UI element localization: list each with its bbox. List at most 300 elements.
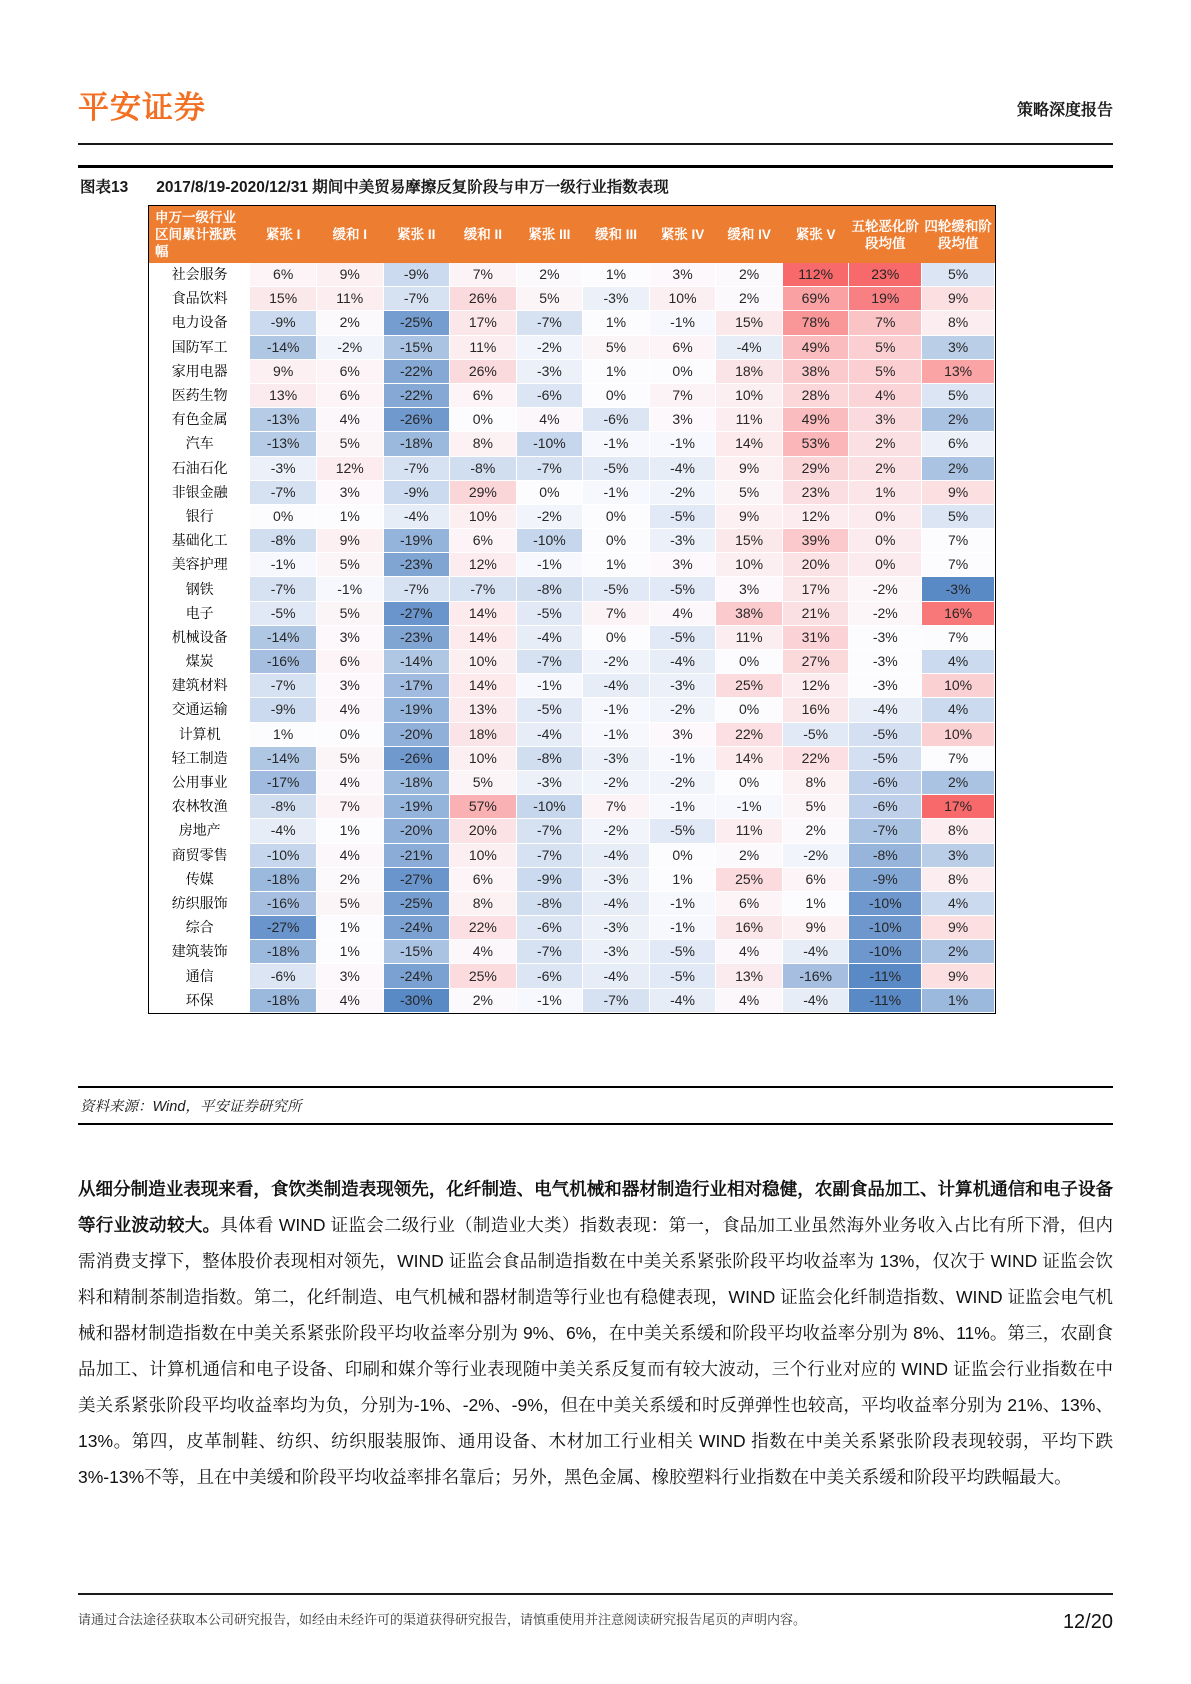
- column-header: 紧张 II: [383, 207, 450, 263]
- column-header: 五轮恶化阶段均值: [849, 207, 922, 263]
- heatmap-cell: -2%: [583, 819, 650, 843]
- heatmap-cell: 8%: [450, 891, 517, 915]
- heatmap-cell: 7%: [922, 553, 995, 577]
- heatmap-cell: 10%: [450, 504, 517, 528]
- heatmap-cell: -1%: [716, 795, 783, 819]
- row-label-industry: 有色金属: [150, 408, 250, 432]
- heatmap-cell: -4%: [583, 674, 650, 698]
- heatmap-cell: 12%: [782, 674, 849, 698]
- table-row: [150, 529, 995, 553]
- heatmap-cell: 9%: [922, 916, 995, 940]
- heatmap-cell: 10%: [649, 287, 716, 311]
- row-label-industry: 计算机: [150, 722, 250, 746]
- heatmap-cell: -8%: [516, 746, 583, 770]
- heatmap-cell: 10%: [922, 722, 995, 746]
- heatmap-cell: 5%: [583, 335, 650, 359]
- heatmap-cell: -5%: [516, 601, 583, 625]
- heatmap-cell: -4%: [649, 650, 716, 674]
- heatmap-cell: -2%: [583, 650, 650, 674]
- heatmap-cell: -7%: [516, 650, 583, 674]
- heatmap-cell: 10%: [716, 383, 783, 407]
- heatmap-cell: 9%: [716, 456, 783, 480]
- paragraph-body: 具体看 WIND 证监会二级行业（制造业大类）指数表现：第一，食品加工业虽然海外业务收入占比有所下滑，但内需消费支撑下，整体股价表现相对领先，WIND 证监会食品制造指数在中美关系紧张阶段平均收益率为 13%，仅次于 WIND 证监会饮料和精制茶制造指数。第二，化纤制造、电气机械和器材制造等行业也有稳健表现，WIND 证监会化纤制造指数、WIND 证监会电气机械和器材制造指数在中美关系紧张阶段平均收益率分别为 9%、6%，在中美关系缓和阶段平均收益率分别为 8%、11%。第三，农副食品加工、计算机通信和电子设备、印刷和媒介等行业表现随中美关系反复而有较大波动，三个行业对应的 WIND 证监会行业指数在中美关系紧张阶段平均收益率均为负，分别为-1%、-2%、-9%，但在中美关系缓和时反弹弹性也较高，平均收益率分别为 21%、13%、13%。第四，皮革制鞋、纺织、纺织服装服饰、通用设备、木材加工行业相关 WIND 指数在中美关系紧张阶段表现较弱，平均下跌 3%-13%不等，且在中美缓和阶段平均收益率排名靠后；另外，黑色金属、橡胶塑料行业指数在中美关系缓和阶段平均跌幅最大。: [78, 1214, 1113, 1487]
- heatmap-cell: 112%: [782, 263, 849, 287]
- heatmap-cell: 16%: [922, 601, 995, 625]
- heatmap-cell: -27%: [383, 601, 450, 625]
- heatmap-cell: 3%: [316, 625, 383, 649]
- heatmap-cell: 4%: [450, 940, 517, 964]
- heatmap-cell: -7%: [250, 480, 317, 504]
- table-row: [150, 674, 995, 698]
- heatmap-cell: -1%: [516, 988, 583, 1012]
- heatmap-cell: -14%: [250, 625, 317, 649]
- heatmap-cell: -10%: [849, 940, 922, 964]
- heatmap-cell: 3%: [716, 577, 783, 601]
- table-row: [150, 916, 995, 940]
- heatmap-cell: 11%: [716, 408, 783, 432]
- heatmap-cell: -2%: [649, 480, 716, 504]
- heatmap-cell: 2%: [922, 408, 995, 432]
- heatmap-cell: -4%: [782, 940, 849, 964]
- report-type-label: 策略深度报告: [1016, 102, 1113, 119]
- heatmap-cell: 4%: [716, 940, 783, 964]
- heatmap-cell: -26%: [383, 408, 450, 432]
- heatmap-cell: 13%: [922, 359, 995, 383]
- heatmap-cell: -7%: [383, 577, 450, 601]
- heatmap-cell: -6%: [250, 964, 317, 988]
- heatmap-cell: -4%: [583, 843, 650, 867]
- heatmap-cell: 6%: [922, 432, 995, 456]
- heatmap-cell: -8%: [516, 891, 583, 915]
- industry-heatmap-table: [149, 206, 995, 1013]
- heatmap-cell: 1%: [250, 722, 317, 746]
- heatmap-cell: 8%: [922, 819, 995, 843]
- row-label-industry: 石油石化: [150, 456, 250, 480]
- heatmap-cell: -18%: [250, 940, 317, 964]
- heatmap-cell: -8%: [849, 843, 922, 867]
- heatmap-cell: -17%: [383, 674, 450, 698]
- heatmap-cell: 2%: [316, 867, 383, 891]
- heatmap-cell: -4%: [583, 964, 650, 988]
- heatmap-cell: -7%: [849, 819, 922, 843]
- heatmap-cell: 5%: [716, 480, 783, 504]
- heatmap-cell: -7%: [516, 819, 583, 843]
- heatmap-cell: 5%: [516, 287, 583, 311]
- heatmap-cell: -4%: [583, 891, 650, 915]
- row-label-industry: 环保: [150, 988, 250, 1012]
- heatmap-cell: 4%: [922, 650, 995, 674]
- heatmap-cell: -20%: [383, 722, 450, 746]
- heatmap-cell: 12%: [782, 504, 849, 528]
- heatmap-cell: 5%: [849, 335, 922, 359]
- page-content: [78, 0, 1113, 1495]
- heatmap-cell: 8%: [922, 867, 995, 891]
- heatmap-cell: 7%: [922, 529, 995, 553]
- heatmap-cell: -7%: [450, 577, 517, 601]
- heatmap-cell: 49%: [782, 335, 849, 359]
- row-label-industry: 国防军工: [150, 335, 250, 359]
- heatmap-cell: -5%: [782, 722, 849, 746]
- heatmap-cell: -2%: [782, 843, 849, 867]
- heatmap-cell: -16%: [782, 964, 849, 988]
- heatmap-cell: 18%: [716, 359, 783, 383]
- heatmap-cell: 38%: [782, 359, 849, 383]
- row-label-industry: 美容护理: [150, 553, 250, 577]
- heatmap-cell: -10%: [516, 529, 583, 553]
- row-label-industry: 汽车: [150, 432, 250, 456]
- heatmap-cell: 13%: [716, 964, 783, 988]
- heatmap-cell: 27%: [782, 650, 849, 674]
- heatmap-cell: 1%: [782, 891, 849, 915]
- heatmap-cell: 1%: [583, 359, 650, 383]
- heatmap-cell: -5%: [516, 698, 583, 722]
- heatmap-cell: 12%: [450, 553, 517, 577]
- row-label-industry: 煤炭: [150, 650, 250, 674]
- heatmap-cell: -2%: [316, 335, 383, 359]
- heatmap-cell: -2%: [516, 335, 583, 359]
- heatmap-cell: 2%: [716, 287, 783, 311]
- heatmap-cell: -19%: [383, 698, 450, 722]
- heatmap-cell: 9%: [782, 916, 849, 940]
- heatmap-cell: 14%: [716, 432, 783, 456]
- heatmap-cell: 18%: [450, 722, 517, 746]
- heatmap-cell: 0%: [250, 504, 317, 528]
- heatmap-cell: -4%: [516, 625, 583, 649]
- row-label-industry: 商贸零售: [150, 843, 250, 867]
- heatmap-cell: -18%: [250, 867, 317, 891]
- heatmap-cell: 4%: [316, 770, 383, 794]
- heatmap-cell: -25%: [383, 891, 450, 915]
- heatmap-cell: 9%: [316, 529, 383, 553]
- heatmap-cell: -3%: [649, 529, 716, 553]
- page-footer: [78, 1593, 1113, 1634]
- row-label-industry: 通信: [150, 964, 250, 988]
- heatmap-cell: 11%: [450, 335, 517, 359]
- heatmap-cell: -9%: [383, 480, 450, 504]
- heatmap-cell: 9%: [316, 263, 383, 287]
- heatmap-cell: 20%: [450, 819, 517, 843]
- heatmap-cell: 10%: [922, 674, 995, 698]
- heatmap-cell: 7%: [316, 795, 383, 819]
- heatmap-cell: -15%: [383, 335, 450, 359]
- analysis-paragraph: [78, 1171, 1113, 1495]
- row-label-industry: 非银金融: [150, 480, 250, 504]
- row-label-industry: 银行: [150, 504, 250, 528]
- heatmap-cell: -5%: [583, 577, 650, 601]
- heatmap-cell: 78%: [782, 311, 849, 335]
- heatmap-cell: 3%: [316, 674, 383, 698]
- heatmap-cell: 25%: [716, 867, 783, 891]
- row-label-industry: 电力设备: [150, 311, 250, 335]
- heatmap-cell: 17%: [922, 795, 995, 819]
- heatmap-cell: -3%: [583, 287, 650, 311]
- heatmap-cell: 1%: [316, 916, 383, 940]
- heatmap-cell: 6%: [450, 867, 517, 891]
- column-header: 缓和 I: [316, 207, 383, 263]
- heatmap-cell: 16%: [716, 916, 783, 940]
- heatmap-cell: 0%: [649, 843, 716, 867]
- table-row: [150, 335, 995, 359]
- heatmap-cell: 0%: [583, 529, 650, 553]
- heatmap-cell: -18%: [383, 770, 450, 794]
- heatmap-cell: -1%: [649, 795, 716, 819]
- heatmap-cell: 22%: [450, 916, 517, 940]
- heatmap-cell: -1%: [583, 722, 650, 746]
- heatmap-cell: 15%: [716, 529, 783, 553]
- heatmap-cell: -16%: [250, 650, 317, 674]
- heatmap-cell: 3%: [649, 263, 716, 287]
- heatmap-cell: -6%: [516, 964, 583, 988]
- heatmap-cell: 6%: [450, 383, 517, 407]
- heatmap-cell: -30%: [383, 988, 450, 1012]
- heatmap-cell: 1%: [583, 311, 650, 335]
- table-row: [150, 359, 995, 383]
- heatmap-cell: -10%: [250, 843, 317, 867]
- heatmap-cell: 4%: [316, 408, 383, 432]
- table-row: [150, 553, 995, 577]
- heatmap-cell: -8%: [516, 577, 583, 601]
- heatmap-cell: -1%: [649, 432, 716, 456]
- heatmap-cell: -22%: [383, 383, 450, 407]
- data-source-note: 资料来源：Wind，平安证券研究所: [78, 1086, 1113, 1125]
- heatmap-cell: 10%: [450, 650, 517, 674]
- heatmap-cell: 2%: [849, 432, 922, 456]
- heatmap-cell: 8%: [450, 432, 517, 456]
- heatmap-cell: 2%: [922, 770, 995, 794]
- heatmap-cell: -25%: [383, 311, 450, 335]
- table-row: [150, 311, 995, 335]
- heatmap-cell: 2%: [516, 263, 583, 287]
- heatmap-cell: -4%: [250, 819, 317, 843]
- heatmap-cell: -10%: [516, 432, 583, 456]
- heatmap-cell: -10%: [849, 891, 922, 915]
- heatmap-cell: 2%: [922, 456, 995, 480]
- heatmap-cell: -1%: [649, 311, 716, 335]
- heatmap-cell: -5%: [583, 456, 650, 480]
- page-number: 12/20: [1062, 1611, 1113, 1633]
- heatmap-cell: -18%: [383, 432, 450, 456]
- heatmap-cell: -7%: [516, 311, 583, 335]
- heatmap-cell: 29%: [450, 480, 517, 504]
- heatmap-cell: 6%: [250, 263, 317, 287]
- heatmap-cell: -14%: [250, 335, 317, 359]
- heatmap-cell: 11%: [716, 625, 783, 649]
- table-row: [150, 819, 995, 843]
- heatmap-cell: -4%: [383, 504, 450, 528]
- heatmap-cell: 6%: [716, 891, 783, 915]
- table-row: [150, 650, 995, 674]
- heatmap-cell: 7%: [922, 625, 995, 649]
- heatmap-cell: 2%: [450, 988, 517, 1012]
- heatmap-cell: 0%: [849, 529, 922, 553]
- heatmap-cell: -10%: [516, 795, 583, 819]
- heatmap-cell: 3%: [649, 408, 716, 432]
- heatmap-cell: 4%: [316, 988, 383, 1012]
- heatmap-cell: 4%: [316, 698, 383, 722]
- heatmap-cell: -2%: [583, 770, 650, 794]
- heatmap-cell: -1%: [649, 916, 716, 940]
- heatmap-cell: 0%: [649, 359, 716, 383]
- heatmap-cell: -3%: [849, 625, 922, 649]
- heatmap-cell: -4%: [649, 988, 716, 1012]
- column-header: 紧张 V: [782, 207, 849, 263]
- heatmap-cell: -9%: [516, 867, 583, 891]
- table-row: [150, 504, 995, 528]
- heatmap-cell: 1%: [849, 480, 922, 504]
- row-label-industry: 房地产: [150, 819, 250, 843]
- heatmap-cell: -3%: [849, 674, 922, 698]
- heatmap-cell: 22%: [782, 746, 849, 770]
- heatmap-cell: -15%: [383, 940, 450, 964]
- row-label-industry: 传媒: [150, 867, 250, 891]
- row-label-industry: 轻工制造: [150, 746, 250, 770]
- heatmap-cell: -9%: [250, 311, 317, 335]
- heatmap-cell: -5%: [649, 625, 716, 649]
- heatmap-cell: 12%: [316, 456, 383, 480]
- heatmap-cell: 0%: [583, 383, 650, 407]
- heatmap-cell: 4%: [716, 988, 783, 1012]
- figure-label: 图表13: [80, 179, 129, 196]
- heatmap-cell: 3%: [649, 553, 716, 577]
- table-row: [150, 456, 995, 480]
- table-row: [150, 843, 995, 867]
- heatmap-cell: 1%: [922, 988, 995, 1012]
- page-header: [78, 0, 1113, 123]
- table-row: [150, 601, 995, 625]
- header-divider: [78, 143, 1113, 145]
- heatmap-cell: 57%: [450, 795, 517, 819]
- heatmap-table-wrapper: [148, 205, 996, 1014]
- heatmap-cell: -8%: [450, 456, 517, 480]
- heatmap-cell: -4%: [849, 698, 922, 722]
- heatmap-cell: -5%: [649, 577, 716, 601]
- heatmap-cell: 5%: [316, 746, 383, 770]
- table-row: [150, 891, 995, 915]
- heatmap-cell: 69%: [782, 287, 849, 311]
- heatmap-cell: -4%: [716, 335, 783, 359]
- heatmap-cell: 17%: [450, 311, 517, 335]
- heatmap-cell: 10%: [450, 843, 517, 867]
- paragraph-lead-bold: 从细分制造业表现来看，食饮类制造表现领先，化纤制造、电气机械和器材制造行业相对稳健，农副食品加工、计算机通信和电子设备等行业波动较大。: [78, 1178, 1113, 1235]
- heatmap-cell: 8%: [922, 311, 995, 335]
- heatmap-cell: -14%: [250, 746, 317, 770]
- row-label-industry: 医药生物: [150, 383, 250, 407]
- heatmap-cell: 17%: [782, 577, 849, 601]
- column-header: 缓和 II: [450, 207, 517, 263]
- heatmap-cell: 9%: [716, 504, 783, 528]
- heatmap-cell: 5%: [316, 891, 383, 915]
- heatmap-cell: 10%: [450, 746, 517, 770]
- heatmap-cell: 5%: [782, 795, 849, 819]
- heatmap-cell: -11%: [849, 964, 922, 988]
- heatmap-cell: 2%: [716, 843, 783, 867]
- heatmap-cell: -2%: [649, 698, 716, 722]
- heatmap-cell: 2%: [782, 819, 849, 843]
- heatmap-cell: 3%: [849, 408, 922, 432]
- heatmap-cell: 5%: [849, 359, 922, 383]
- heatmap-cell: 8%: [782, 770, 849, 794]
- heatmap-cell: 2%: [716, 263, 783, 287]
- heatmap-cell: -2%: [649, 770, 716, 794]
- heatmap-cell: 4%: [922, 891, 995, 915]
- heatmap-cell: 6%: [316, 650, 383, 674]
- row-label-industry: 食品饮料: [150, 287, 250, 311]
- row-label-industry: 机械设备: [150, 625, 250, 649]
- heatmap-cell: 6%: [316, 359, 383, 383]
- table-row: [150, 383, 995, 407]
- heatmap-cell: -2%: [516, 504, 583, 528]
- row-label-industry: 综合: [150, 916, 250, 940]
- heatmap-cell: -6%: [849, 795, 922, 819]
- heatmap-cell: -13%: [250, 408, 317, 432]
- heatmap-cell: -4%: [649, 456, 716, 480]
- heatmap-cell: -26%: [383, 746, 450, 770]
- table-row: [150, 746, 995, 770]
- heatmap-cell: -3%: [516, 770, 583, 794]
- table-row: [150, 287, 995, 311]
- heatmap-cell: -11%: [849, 988, 922, 1012]
- heatmap-cell: -3%: [583, 867, 650, 891]
- heatmap-cell: -6%: [516, 916, 583, 940]
- heatmap-cell: -6%: [516, 383, 583, 407]
- heatmap-cell: 13%: [450, 698, 517, 722]
- heatmap-cell: 5%: [922, 504, 995, 528]
- column-header: 四轮缓和阶段均值: [922, 207, 995, 263]
- heatmap-cell: -4%: [516, 722, 583, 746]
- heatmap-cell: -8%: [250, 529, 317, 553]
- table-row: [150, 408, 995, 432]
- heatmap-cell: 4%: [316, 843, 383, 867]
- heatmap-cell: 38%: [716, 601, 783, 625]
- heatmap-cell: 7%: [922, 746, 995, 770]
- heatmap-cell: 49%: [782, 408, 849, 432]
- table-row: [150, 988, 995, 1012]
- heatmap-cell: -1%: [316, 577, 383, 601]
- column-header: 缓和 III: [583, 207, 650, 263]
- heatmap-cell: 3%: [649, 722, 716, 746]
- heatmap-cell: 3%: [922, 843, 995, 867]
- heatmap-cell: -3%: [516, 359, 583, 383]
- heatmap-cell: -24%: [383, 916, 450, 940]
- figure-title-bar: [78, 165, 1113, 201]
- heatmap-cell: 15%: [250, 287, 317, 311]
- heatmap-cell: -24%: [383, 964, 450, 988]
- column-header: 紧张 I: [250, 207, 317, 263]
- heatmap-cell: -3%: [849, 650, 922, 674]
- heatmap-cell: -5%: [649, 504, 716, 528]
- row-label-industry: 交通运输: [150, 698, 250, 722]
- heatmap-cell: -7%: [250, 577, 317, 601]
- heatmap-cell: 9%: [922, 480, 995, 504]
- heatmap-cell: -5%: [849, 722, 922, 746]
- heatmap-cell: 11%: [316, 287, 383, 311]
- heatmap-cell: -22%: [383, 359, 450, 383]
- heatmap-cell: 26%: [450, 287, 517, 311]
- heatmap-cell: -5%: [649, 964, 716, 988]
- row-label-industry: 社会服务: [150, 263, 250, 287]
- heatmap-cell: -9%: [849, 867, 922, 891]
- heatmap-cell: 7%: [583, 601, 650, 625]
- heatmap-cell: 14%: [450, 601, 517, 625]
- heatmap-cell: -1%: [583, 480, 650, 504]
- heatmap-cell: 0%: [516, 480, 583, 504]
- heatmap-cell: 0%: [450, 408, 517, 432]
- heatmap-cell: 6%: [649, 335, 716, 359]
- heatmap-cell: 3%: [922, 335, 995, 359]
- heatmap-cell: -14%: [383, 650, 450, 674]
- heatmap-cell: -7%: [516, 843, 583, 867]
- table-row: [150, 722, 995, 746]
